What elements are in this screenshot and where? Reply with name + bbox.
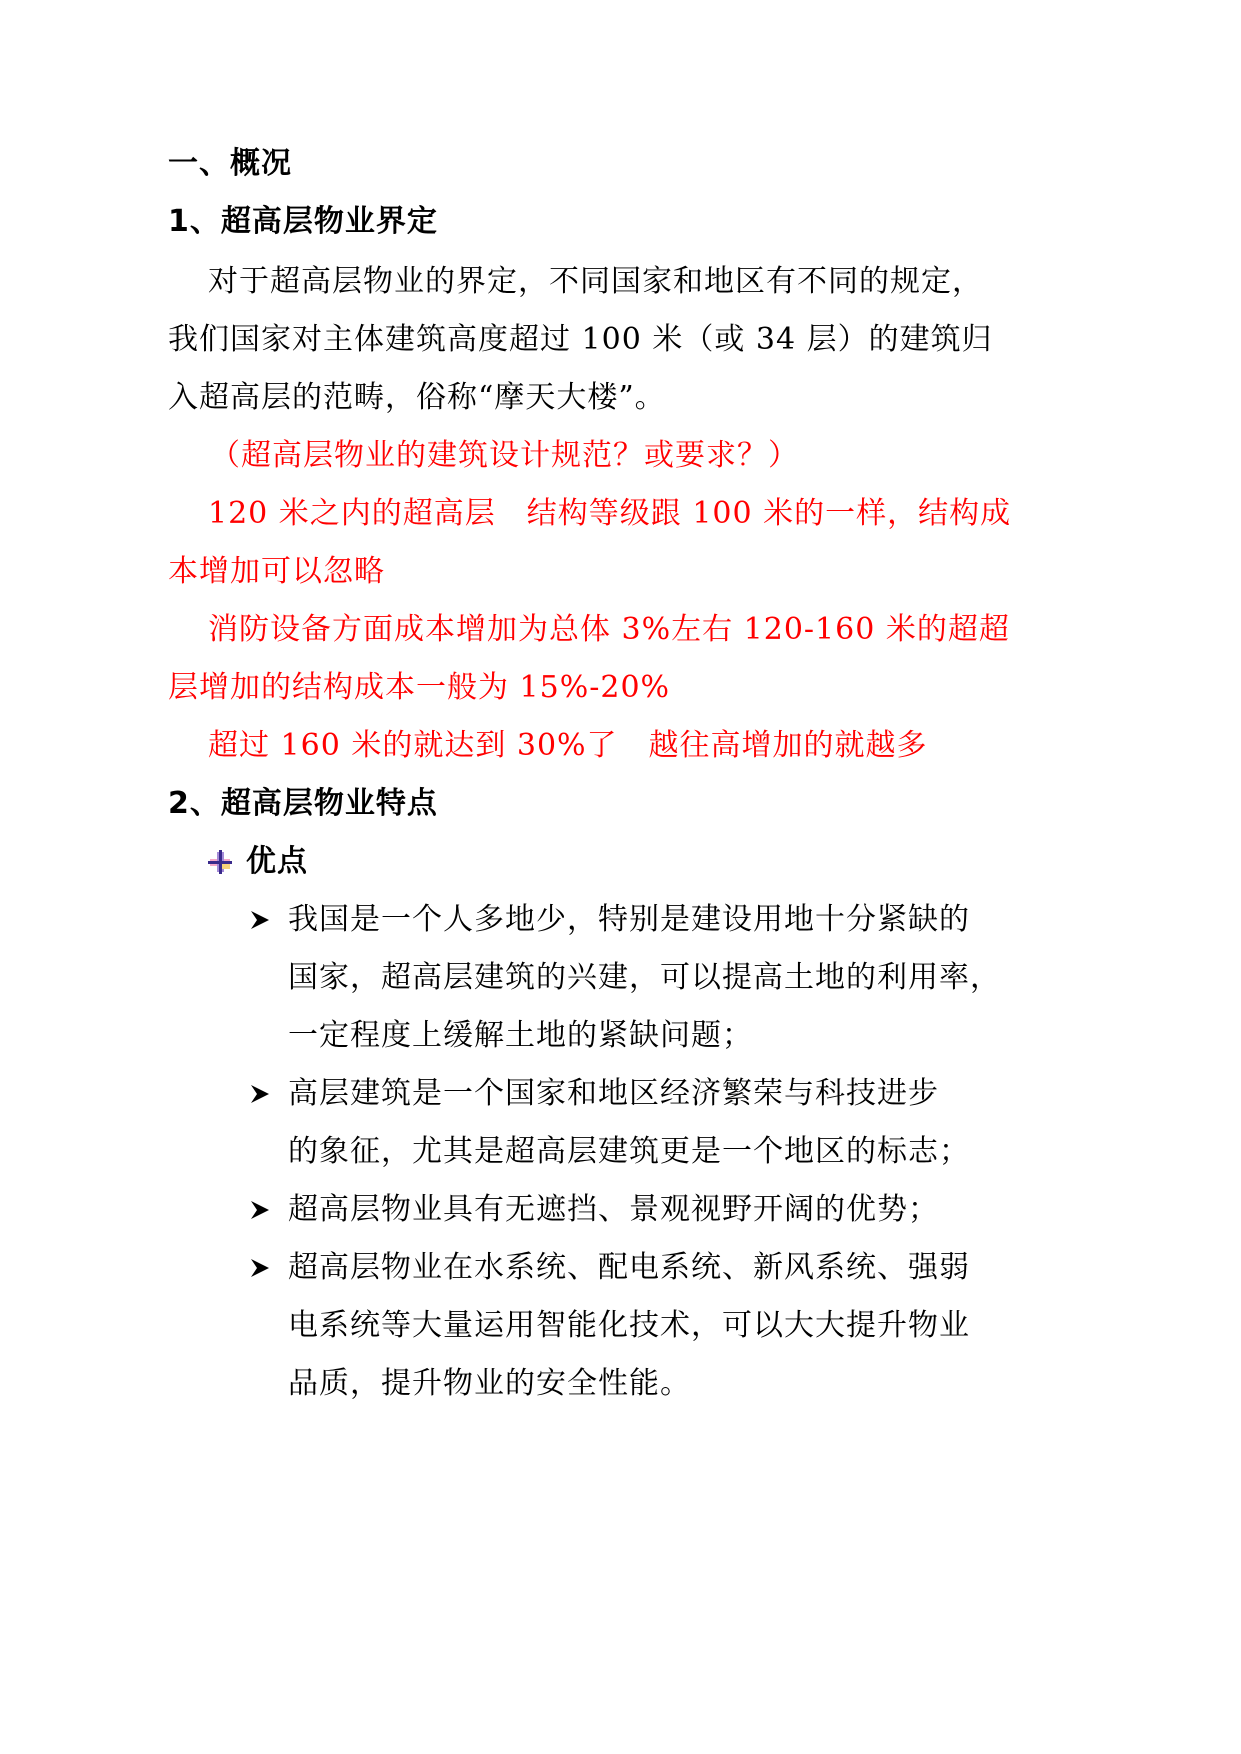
note-line: 超过 160 米的就达到 30%了 越往高增加的就越多: [208, 728, 928, 763]
note-line: 层增加的结构成本一般为 15%-20%: [168, 670, 671, 705]
note-line: 消防设备方面成本增加为总体 3%左右 120-160 米的超超: [208, 612, 1010, 647]
list-item-line: 的象征，尤其是超高层建筑更是一个地区的标志；: [288, 1134, 970, 1169]
note-line: 本增加可以忽略: [168, 554, 385, 589]
colorful-cross-bullet-icon: [208, 850, 232, 874]
list-item-line: 品质，提升物业的安全性能。: [288, 1366, 691, 1401]
subsection-heading-definition: 1、超高层物业界定: [168, 204, 438, 239]
note-line: 120 米之内的超高层 结构等级跟 100 米的一样，结构成: [208, 496, 1012, 531]
arrow-bullet-icon: [249, 1257, 271, 1279]
subsection-heading-features: 2、超高层物业特点: [168, 786, 438, 821]
list-item-line: 超高层物业具有无遮挡、景观视野开阔的优势；: [288, 1192, 939, 1227]
list-item-line: 高层建筑是一个国家和地区经济繁荣与科技进步: [288, 1076, 939, 1111]
section-heading: 一、概况: [168, 146, 292, 181]
paragraph-line: 入超高层的范畴，俗称“摩天大楼”。: [168, 380, 666, 415]
arrow-bullet-icon: [249, 1199, 271, 1221]
arrow-bullet-icon: [249, 909, 271, 931]
note-line: （超高层物业的建筑设计规范？或要求？）: [210, 438, 799, 473]
list-item-line: 一定程度上缓解土地的紧缺问题；: [288, 1018, 753, 1053]
arrow-bullet-icon: [249, 1083, 271, 1105]
list-item-line: 国家，超高层建筑的兴建，可以提高土地的利用率，: [288, 960, 1001, 995]
list-item-line: 超高层物业在水系统、配电系统、新风系统、强弱: [288, 1250, 970, 1285]
advantages-label: 优点: [246, 844, 308, 879]
list-item-line: 电系统等大量运用智能化技术，可以大大提升物业: [288, 1308, 970, 1343]
list-item-line: 我国是一个人多地少，特别是建设用地十分紧缺的: [288, 902, 970, 937]
paragraph-line: 对于超高层物业的界定，不同国家和地区有不同的规定，: [208, 264, 983, 299]
paragraph-line: 我们国家对主体建筑高度超过 100 米（或 34 层）的建筑归: [168, 322, 993, 357]
